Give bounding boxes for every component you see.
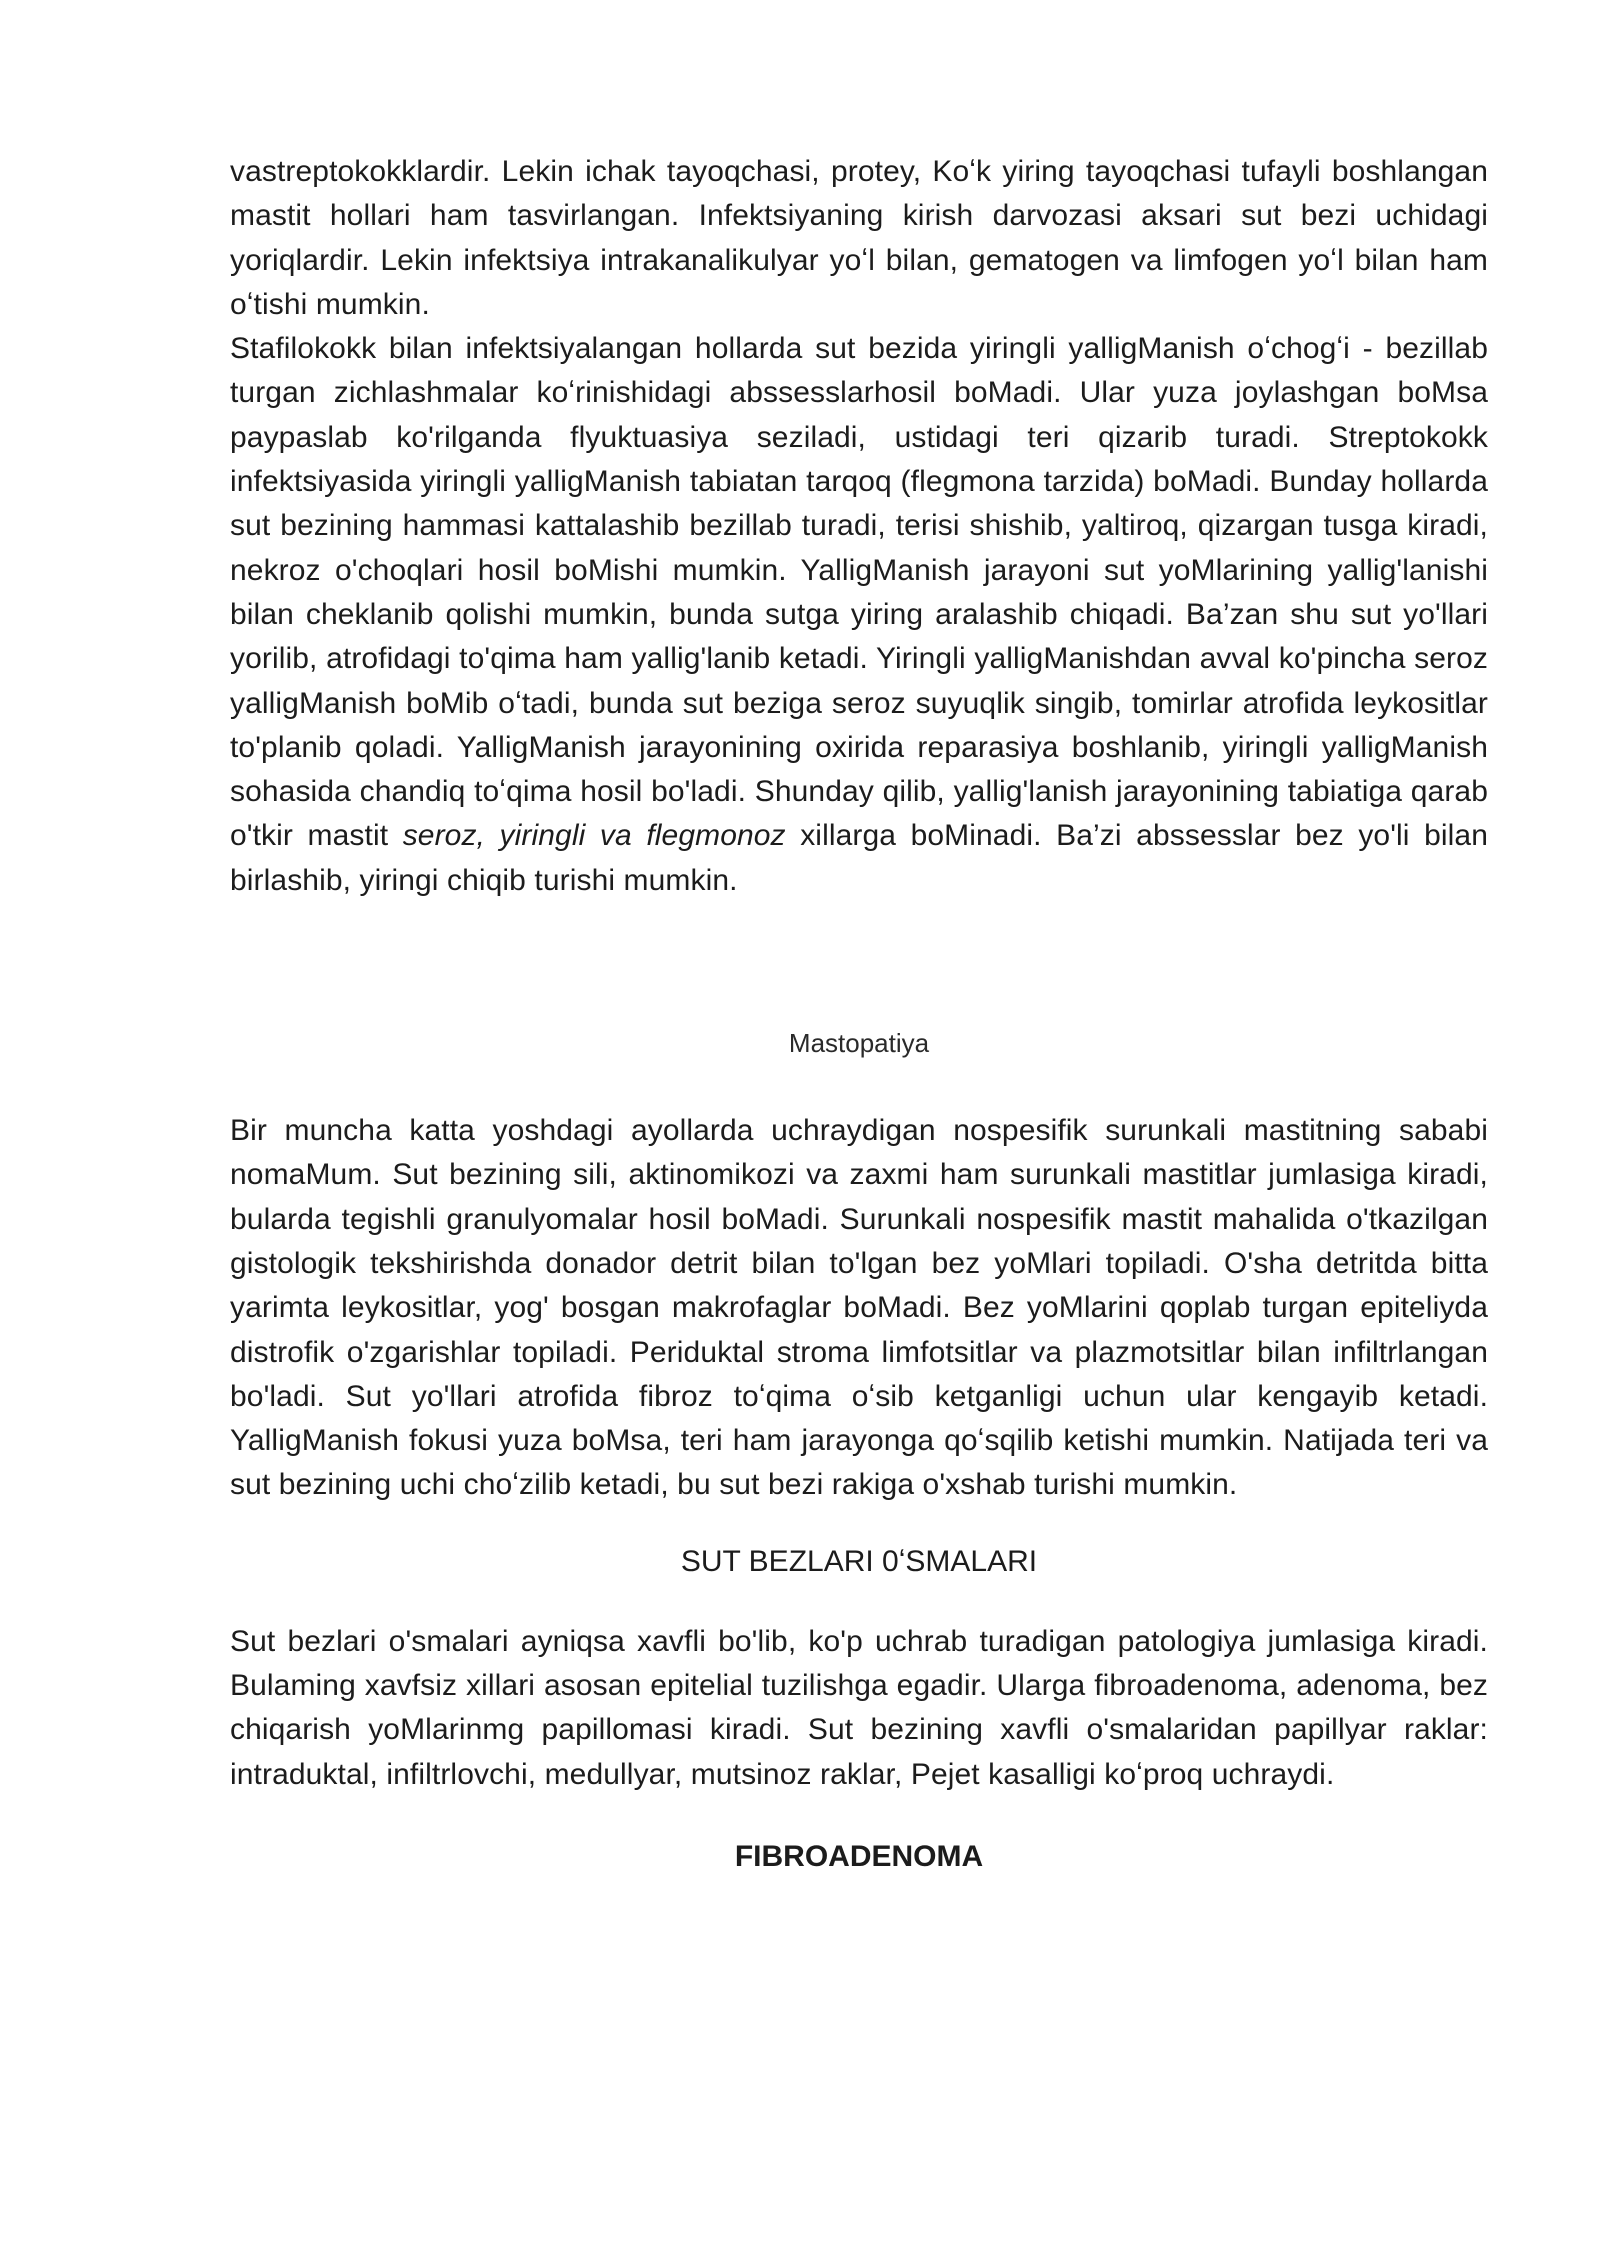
paragraph-mastit-causes: vastreptokokklardir. Lekin ichak tayoqchasi, protey, Koʻk yiring tayoqchasi tufayli boshlangan mastit hollari ham tasvirlangan. Infektsiyaning kirish darvozasi aksari sut bezi uchidagi yoriqlardir. Lekin infektsiya intrakanalikulyar yoʻl bilan, gematogen va limfogen yoʻl bilan ham oʻtishi mumkin.	[230, 155, 1488, 321]
paragraph-chronic-mastitis: Bir muncha katta yoshdagi ayollarda uchraydigan nospesifik surunkali mastitning sababi nomaMum. Sut bezining sili, aktinomikozi va zaxmi ham surunkali mastitlar jumlasiga kiradi, bularda tegishli granulyomalar hosil boMadi. Surunkali nospesifik mastit mahalida o'tkazilgan gistologik tekshirishda donador detrit bilan to'lgan bez yoMlari topiladi. O'sha detritda bitta yarimta leykositlar, yog' bosgan makrofaglar boMadi. Bez yoMlarini qoplab turgan epiteliyda distrofik o'zgarishlar topiladi. Periduktal stroma limfotsitlar va plazmotsitlar bilan infiltrlangan bo'ladi. Sut yo'llari atrofida fibroz toʻqima oʻsib ketganligi uchun ular kengayib ketadi. YalligManish fokusi yuza boMsa, teri ham jarayonga qoʻsqilib ketishi mumkin. Natijada teri va sut bezining uchi choʻzilib ketadi, bu sut bezi rakiga o'xshab turishi mumkin.	[230, 1114, 1488, 1502]
paragraph-mastit-forms-text: Stafilokokk bilan infektsiyalangan hollarda sut bezida yiringli yalligManish oʻchogʻi - bezillab turgan zichlashmalar koʻrinishidagi abssesslarhosil boMadi. Ular yuza joylashgan boMsa paypaslab ko'rilganda flyuktuasiya seziladi, ustidagi teri qizarib turadi. Streptokokk infektsiyasida yiringli yalligManish tabiatan tarqoq (flegmona tarzida) boMadi. Bunday hollarda sut bezining hammasi kattalashib bezillab turadi, terisi shishib, yaltiroq, qizargan tusga kiradi, nekroz o'choqlari hosil boMishi mumkin. YalligManish jarayoni sut yoMlarining yallig'lanishi bilan cheklanib qolishi mumkin, bunda sutga yiring aralashib chiqadi. Ba’zan shu sut yo'llari yorilib, atrofidagi to'qima ham yallig'lanib ketadi. Yiringli yalligManishdan avval ko'pincha seroz yalligManish boMib oʻtadi, bunda sut beziga seroz suyuqlik singib, tomirlar atrofida leykositlar to'planib qoladi. YalligManish jarayonining oxirida reparasiya boshlanib, yiringli yalligManish sohasida chandiq toʻqima hosil bo'ladi. Shunday qilib, yallig'lanish jarayonining tabiatiga qarab o'tkir mastit	[230, 332, 1488, 853]
heading-fibroadenoma: FIBROADENOMA	[734, 1839, 984, 1873]
paragraph-tumors: Sut bezlari o'smalari ayniqsa xavfli bo'lib, ko'p uchrab turadigan patologiya jumlasiga kiradi. Bulaming xavfsiz xillari asosan epitelial tuzilishga egadir. Ularga fibroadenoma, adenoma, bez chiqarish yoMlarinmg papillomasi kiradi. Sut bezining xavfli o'smalaridan papillyar raklar: intraduktal, infiltrlovchi, medullyar, mutsinoz raklar, Pejet kasalligi koʻproq uchraydi.	[230, 1624, 1488, 1791]
paragraph-mastit-forms-tail: xillarga boMinadi. Ba’zi abssesslar bez yo'li bilan birlashib, yiringi chiqib turishi mumkin.	[230, 819, 1488, 897]
document-page	[230, 150, 1488, 1879]
paragraph-mastit-forms-italic: seroz, yiringli va flegmonoz	[402, 819, 786, 853]
heading-mastopatiya: Mastopatiya	[788, 1028, 930, 1059]
heading-sut-bezlari-osmalari: SUT BEZLARI 0ʻSMALARI	[680, 1544, 1038, 1578]
paragraph-mastit-forms	[230, 327, 1488, 903]
